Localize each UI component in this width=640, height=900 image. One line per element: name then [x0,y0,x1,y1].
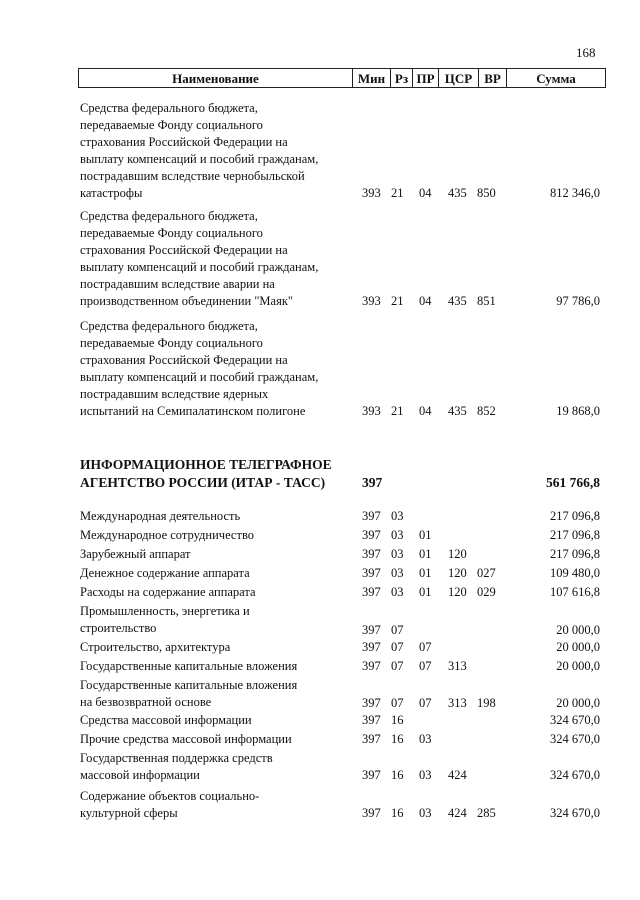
row-min: 397 [362,509,381,523]
table-row [0,565,640,582]
row-min: 397 [362,713,381,727]
table-row-agency [0,456,640,492]
row-csr: 120 [448,566,467,580]
row-min: 397 [362,623,381,637]
row-rz: 16 [391,713,404,727]
row-rz: 07 [391,623,404,637]
row-csr: 424 [448,806,467,820]
row-sum: 217 096,8 [550,528,600,542]
row-name: Средства массовой информации [80,713,252,727]
row-name: Международное сотрудничество [80,528,255,542]
row-rz: 07 [391,659,404,673]
table-header [78,68,606,88]
row-pr: 07 [419,696,432,710]
header-rz: Рз [391,69,413,87]
row-min: 397 [362,806,381,820]
row-pr: 03 [419,806,432,820]
row-name: ИНФОРМАЦИОННОЕ ТЕЛЕГРАФНОЕ АГЕНТСТВО РОССИИ (ИТАР - ТАСС) [80,457,332,490]
row-pr: 07 [419,640,432,654]
row-name: Государственные капитальные вложения на безвозвратной основе [80,678,298,709]
table-row [0,639,640,656]
row-rz: 16 [391,806,404,820]
row-sum: 217 096,8 [550,547,600,561]
row-sum: 324 670,0 [550,806,600,820]
row-csr: 313 [448,696,467,710]
row-pr: 07 [419,659,432,673]
row-min: 397 [362,732,381,746]
header-vr: ВР [479,69,507,87]
row-min: 393 [362,186,381,200]
row-name: Средства федерального бюджета, передаваемые Фонду социального страхования Российской Федерации на выплату компенсаций и пособий гражданам, пострадавшим вследствие чернобыльской катастрофы [80,101,319,200]
table-row [0,731,640,748]
row-vr: 852 [477,404,496,418]
row-sum: 20 000,0 [556,696,600,710]
table-row [0,712,640,729]
row-sum: 324 670,0 [550,768,600,782]
table-row [0,527,640,544]
row-min: 397 [362,585,381,599]
row-sum: 19 868,0 [556,404,600,418]
row-min: 397 [362,547,381,561]
row-sum: 324 670,0 [550,732,600,746]
row-rz: 21 [391,186,404,200]
table-row [0,318,640,420]
table-row [0,677,640,712]
row-pr: 04 [419,294,432,308]
row-csr: 313 [448,659,467,673]
row-name: Строительство, архитектура [80,640,231,654]
row-sum: 97 786,0 [556,294,600,308]
row-rz: 03 [391,509,404,523]
row-sum: 20 000,0 [556,640,600,654]
row-name: Международная деятельность [80,509,241,523]
table-row [0,584,640,601]
row-vr: 285 [477,806,496,820]
row-csr: 435 [448,294,467,308]
row-vr: 027 [477,566,496,580]
row-name: Промышленность, энергетика и строительство [80,604,250,635]
row-sum: 107 616,8 [550,585,600,599]
row-sum: 20 000,0 [556,623,600,637]
row-name: Зарубежный аппарат [80,547,191,561]
row-name: Расходы на содержание аппарата [80,585,256,599]
row-rz: 03 [391,585,404,599]
row-name: Денежное содержание аппарата [80,566,250,580]
row-pr: 03 [419,768,432,782]
row-sum: 812 346,0 [550,186,600,200]
row-min: 397 [362,768,381,782]
header-name: Наименование [79,69,353,87]
row-pr: 01 [419,528,432,542]
row-min: 397 [362,659,381,673]
row-sum: 324 670,0 [550,713,600,727]
row-name: Средства федерального бюджета, передаваемые Фонду социального страхования Российской Федерации на выплату компенсаций и пособий гражданам, пострадавшим вследствие ядерных испытаний на Семипалатинском полигоне [80,319,319,418]
row-rz: 07 [391,696,404,710]
row-rz: 07 [391,640,404,654]
row-csr: 435 [448,186,467,200]
row-csr: 120 [448,547,467,561]
row-min: 397 [362,696,381,710]
row-rz: 03 [391,547,404,561]
row-name: Государственная поддержка средств массовой информации [80,751,273,782]
row-rz: 03 [391,528,404,542]
table-row [0,100,640,202]
header-csr: ЦСР [439,69,479,87]
row-name: Государственные капитальные вложения [80,659,298,673]
row-vr: 851 [477,294,496,308]
row-sum: 561 766,8 [546,475,600,490]
header-sum: Сумма [536,71,576,86]
row-min: 397 [362,566,381,580]
table-row [0,208,640,310]
row-pr: 01 [419,585,432,599]
row-min: 393 [362,294,381,308]
row-pr: 03 [419,732,432,746]
table-row [0,546,640,563]
row-sum: 217 096,8 [550,509,600,523]
row-csr: 120 [448,585,467,599]
row-rz: 21 [391,294,404,308]
table-row [0,658,640,675]
header-pr: ПР [413,69,439,87]
row-rz: 16 [391,768,404,782]
row-sum: 109 480,0 [550,566,600,580]
row-name: Прочие средства массовой информации [80,732,292,746]
row-name: Содержание объектов социально- культурной сферы [80,789,260,820]
row-vr: 850 [477,186,496,200]
table-row [0,788,640,822]
row-min: 393 [362,404,381,418]
header-min: Мин [353,69,391,87]
table-row [0,750,640,784]
row-vr: 029 [477,585,496,599]
row-rz: 03 [391,566,404,580]
page-number: 168 [576,45,596,60]
row-pr: 04 [419,404,432,418]
row-min: 397 [362,475,383,490]
row-csr: 424 [448,768,467,782]
row-vr: 198 [477,696,496,710]
row-csr: 435 [448,404,467,418]
row-min: 397 [362,528,381,542]
row-name: Средства федерального бюджета, передаваемые Фонду социального страхования Российской Федерации на выплату компенсаций и пособий гражданам, пострадавшим вследствие аварии на производственном объединении "Маяк" [80,209,319,308]
table-row [0,508,640,525]
table-row [0,603,640,639]
row-pr: 04 [419,186,432,200]
row-sum: 20 000,0 [556,659,600,673]
row-pr: 01 [419,547,432,561]
row-rz: 16 [391,732,404,746]
row-min: 397 [362,640,381,654]
row-rz: 21 [391,404,404,418]
row-pr: 01 [419,566,432,580]
